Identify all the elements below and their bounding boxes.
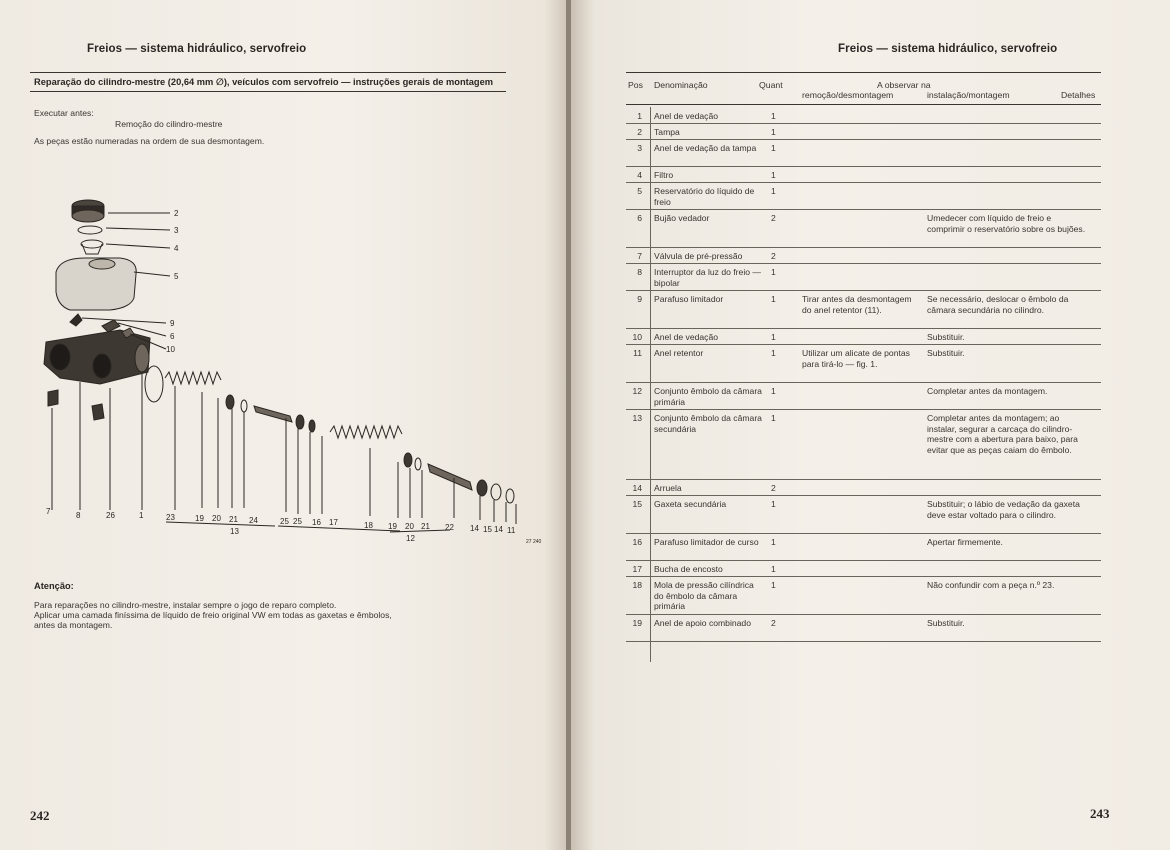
row-install: Substituir; o lábio de vedação da gaxeta deve estar voltado para o cilindro. [927, 499, 1080, 520]
table-row [626, 496, 1101, 534]
diagram-label: 1 [139, 511, 144, 520]
row-install: Não confundir com a peça n.º 23. [927, 580, 1055, 590]
table-row [626, 140, 1101, 167]
row-name: Mola de pressão cilíndrica do êmbolo da câmara primária [654, 580, 754, 612]
row-pos: 3 [637, 143, 642, 153]
row-pos: 19 [632, 618, 642, 628]
table-row [626, 480, 1101, 496]
table-row [626, 248, 1101, 264]
diagram-label: 8 [76, 511, 81, 520]
right-page [571, 0, 1170, 850]
header-install: instalação/montagem [927, 90, 1010, 100]
row-name: Conjunto êmbolo da câmara primária [654, 386, 762, 407]
row-qty: 1 [771, 127, 776, 137]
row-install: Apertar firmemente. [927, 537, 1003, 547]
reservoir-drawing [56, 258, 136, 310]
table-row [626, 534, 1101, 561]
row-removal: Utilizar um alicate de pontas para tirá-lo — fig. 1. [802, 348, 910, 369]
row-name: Anel retentor [654, 348, 704, 358]
left-header-rule [30, 72, 506, 73]
table-row [626, 167, 1101, 183]
diagram-label: 20 [212, 514, 221, 523]
table-top-rule [626, 72, 1101, 73]
row-install: Substituir. [927, 332, 965, 342]
diagram-reference: 27 240 [526, 539, 542, 545]
row-pos: 5 [637, 186, 642, 196]
row-qty: 1 [771, 170, 776, 180]
row-pos: 8 [637, 267, 642, 277]
row-install: Substituir. [927, 348, 965, 358]
row-pos: 4 [637, 170, 642, 180]
row-qty: 1 [771, 186, 776, 196]
row-name: Anel de apoio combinado [654, 618, 751, 628]
row-pos: 6 [637, 213, 642, 223]
before-label: Executar antes: [34, 108, 94, 118]
row-pos: 9 [637, 294, 642, 304]
row-qty: 1 [771, 413, 776, 423]
table-row [626, 561, 1101, 577]
row-name: Interruptor da luz do freio — bipolar [654, 267, 761, 288]
table-row [626, 291, 1101, 329]
diagram-label: 19 [388, 522, 397, 531]
diagram-label: 19 [195, 514, 204, 523]
order-note: As peças estão numeradas na ordem de sua desmontagem. [34, 136, 265, 146]
row-install: Completar antes da montagem; ao instalar, segurar a carcaça do cilindro-mestre com a abertura para baixo, para evitar que as peças caiam do êmbolo. [927, 413, 1078, 455]
row-name: Filtro [654, 170, 674, 180]
row-name: Anel de vedação [654, 111, 719, 121]
diagram-label: 18 [364, 521, 373, 530]
row-pos: 10 [632, 332, 642, 342]
row-qty: 1 [771, 564, 776, 574]
table-row [626, 124, 1101, 140]
left-page [0, 0, 567, 850]
left-subtitle-rule [30, 91, 506, 92]
attention-line: Para reparações no cilindro-mestre, instalar sempre o jogo de reparo completo. [34, 600, 337, 610]
row-pos: 2 [637, 127, 642, 137]
diagram-label: 22 [445, 523, 454, 532]
diagram-label: 14 [470, 524, 479, 533]
left-page-header: Freios — sistema hidráulico, servofreio [87, 43, 307, 55]
diagram-label: 6 [170, 332, 175, 341]
row-name: Parafuso limitador [654, 294, 724, 304]
row-qty: 1 [771, 580, 776, 590]
diagram-label: 20 [405, 522, 414, 531]
diagram-label: 11 [507, 526, 516, 535]
row-pos: 11 [633, 348, 642, 358]
diagram-label: 17 [329, 518, 338, 527]
diagram-label: 24 [249, 516, 258, 525]
table-row [626, 383, 1101, 410]
diagram-label: 23 [166, 513, 175, 522]
row-pos: 12 [632, 386, 642, 396]
row-name: Arruela [654, 483, 682, 493]
row-pos: 17 [632, 564, 642, 574]
row-pos: 16 [632, 537, 642, 547]
row-name: Conjunto êmbolo da câmara secundária [654, 413, 762, 434]
diagram-label: 26 [106, 511, 115, 520]
header-name: Denominação [654, 80, 708, 90]
table-row [626, 264, 1101, 291]
diagram-group-label: 13 [230, 527, 239, 536]
attention-line: antes da montagem. [34, 620, 113, 630]
spring-18-drawing [330, 426, 402, 438]
attention-line: Aplicar uma camada finíssima de líquido de freio original VW em todas as gaxetas e êmbolos, [34, 610, 392, 620]
row-qty: 1 [771, 143, 776, 153]
header-removal: remoção/desmontagem [802, 90, 894, 100]
row-install: Substituir. [927, 618, 965, 628]
header-observe: A observar na [877, 80, 931, 90]
row-pos: 14 [632, 483, 642, 493]
table-row [626, 210, 1101, 248]
diagram-label: 7 [46, 507, 51, 516]
table-row [626, 108, 1101, 124]
table-row [626, 329, 1101, 345]
diagram-label: 3 [174, 226, 179, 235]
row-pos: 15 [632, 499, 642, 509]
diagram-label: 5 [174, 272, 179, 281]
row-name: Anel de vedação [654, 332, 719, 342]
row-pos: 18 [632, 580, 642, 590]
row-name: Tampa [654, 127, 680, 137]
section-subtitle: Reparação do cilindro-mestre (20,64 mm ∅), veículos com servofreio — instruções gerais de montagem [34, 77, 494, 87]
row-install: Umedecer com líquido de freio e comprimir o reservatório sobre os bujões. [927, 213, 1086, 234]
row-qty: 1 [771, 111, 776, 121]
row-name: Válvula de pré-pressão [654, 251, 743, 261]
table-header-rule [626, 104, 1101, 105]
spring-23-drawing [165, 372, 221, 384]
row-qty: 2 [771, 483, 776, 493]
row-name: Anel de vedação da tampa [654, 143, 757, 153]
row-qty: 2 [771, 251, 776, 261]
diagram-label: 21 [421, 522, 430, 531]
page-number-right: 243 [1090, 806, 1110, 821]
reservoir-cap-drawing [72, 200, 104, 222]
right-page-header: Freios — sistema hidráulico, servofreio [838, 43, 1058, 55]
row-pos: 7 [637, 251, 642, 261]
row-name: Bucha de encosto [654, 564, 723, 574]
table-row [626, 615, 1101, 642]
diagram-label: 10 [166, 345, 175, 354]
row-qty: 1 [771, 294, 776, 304]
row-qty: 1 [771, 499, 776, 509]
filter-drawing [81, 240, 103, 254]
table-row [626, 183, 1101, 210]
row-qty: 1 [771, 332, 776, 342]
row-qty: 1 [771, 267, 776, 277]
table-row [626, 577, 1101, 615]
row-name: Gaxeta secundária [654, 499, 727, 509]
diagram-label: 25 [293, 517, 302, 526]
row-removal: Tirar antes da desmontagem do anel retentor (11). [802, 294, 912, 315]
diagram-label: 9 [170, 319, 175, 328]
row-name: Parafuso limitador de curso [654, 537, 759, 547]
page-number-left: 242 [30, 808, 50, 823]
seal-ring-drawing [78, 226, 102, 234]
attention-title: Atenção: [34, 581, 74, 591]
row-qty: 2 [771, 618, 776, 628]
row-name: Reservatório do líquido de freio [654, 186, 755, 207]
row-qty: 1 [771, 537, 776, 547]
row-qty: 2 [771, 213, 776, 223]
diagram-label: 14 [494, 525, 503, 534]
row-qty: 1 [771, 348, 776, 358]
diagram-label: 2 [174, 209, 179, 218]
exploded-view-diagram [30, 192, 550, 552]
diagram-label: 15 [483, 525, 492, 534]
row-pos: 13 [632, 413, 642, 423]
row-qty: 1 [771, 386, 776, 396]
diagram-label: 25 [280, 517, 289, 526]
table-row [626, 410, 1101, 480]
row-install: Se necessário, deslocar o êmbolo da câmara secundária no cilindro. [927, 294, 1069, 315]
row-install: Completar antes da montagem. [927, 386, 1048, 396]
diagram-group-label: 12 [406, 534, 415, 543]
before-item: Remoção do cilindro-mestre [115, 119, 223, 129]
table-row [626, 345, 1101, 383]
row-name: Bujão vedador [654, 213, 710, 223]
row-pos: 1 [637, 111, 642, 121]
diagram-label: 16 [312, 518, 321, 527]
diagram-label: 4 [174, 244, 179, 253]
diagram-label: 21 [229, 515, 238, 524]
header-qty: Quant [759, 80, 783, 90]
header-details: Detalhes [1061, 90, 1096, 100]
header-pos: Pos [628, 80, 643, 90]
